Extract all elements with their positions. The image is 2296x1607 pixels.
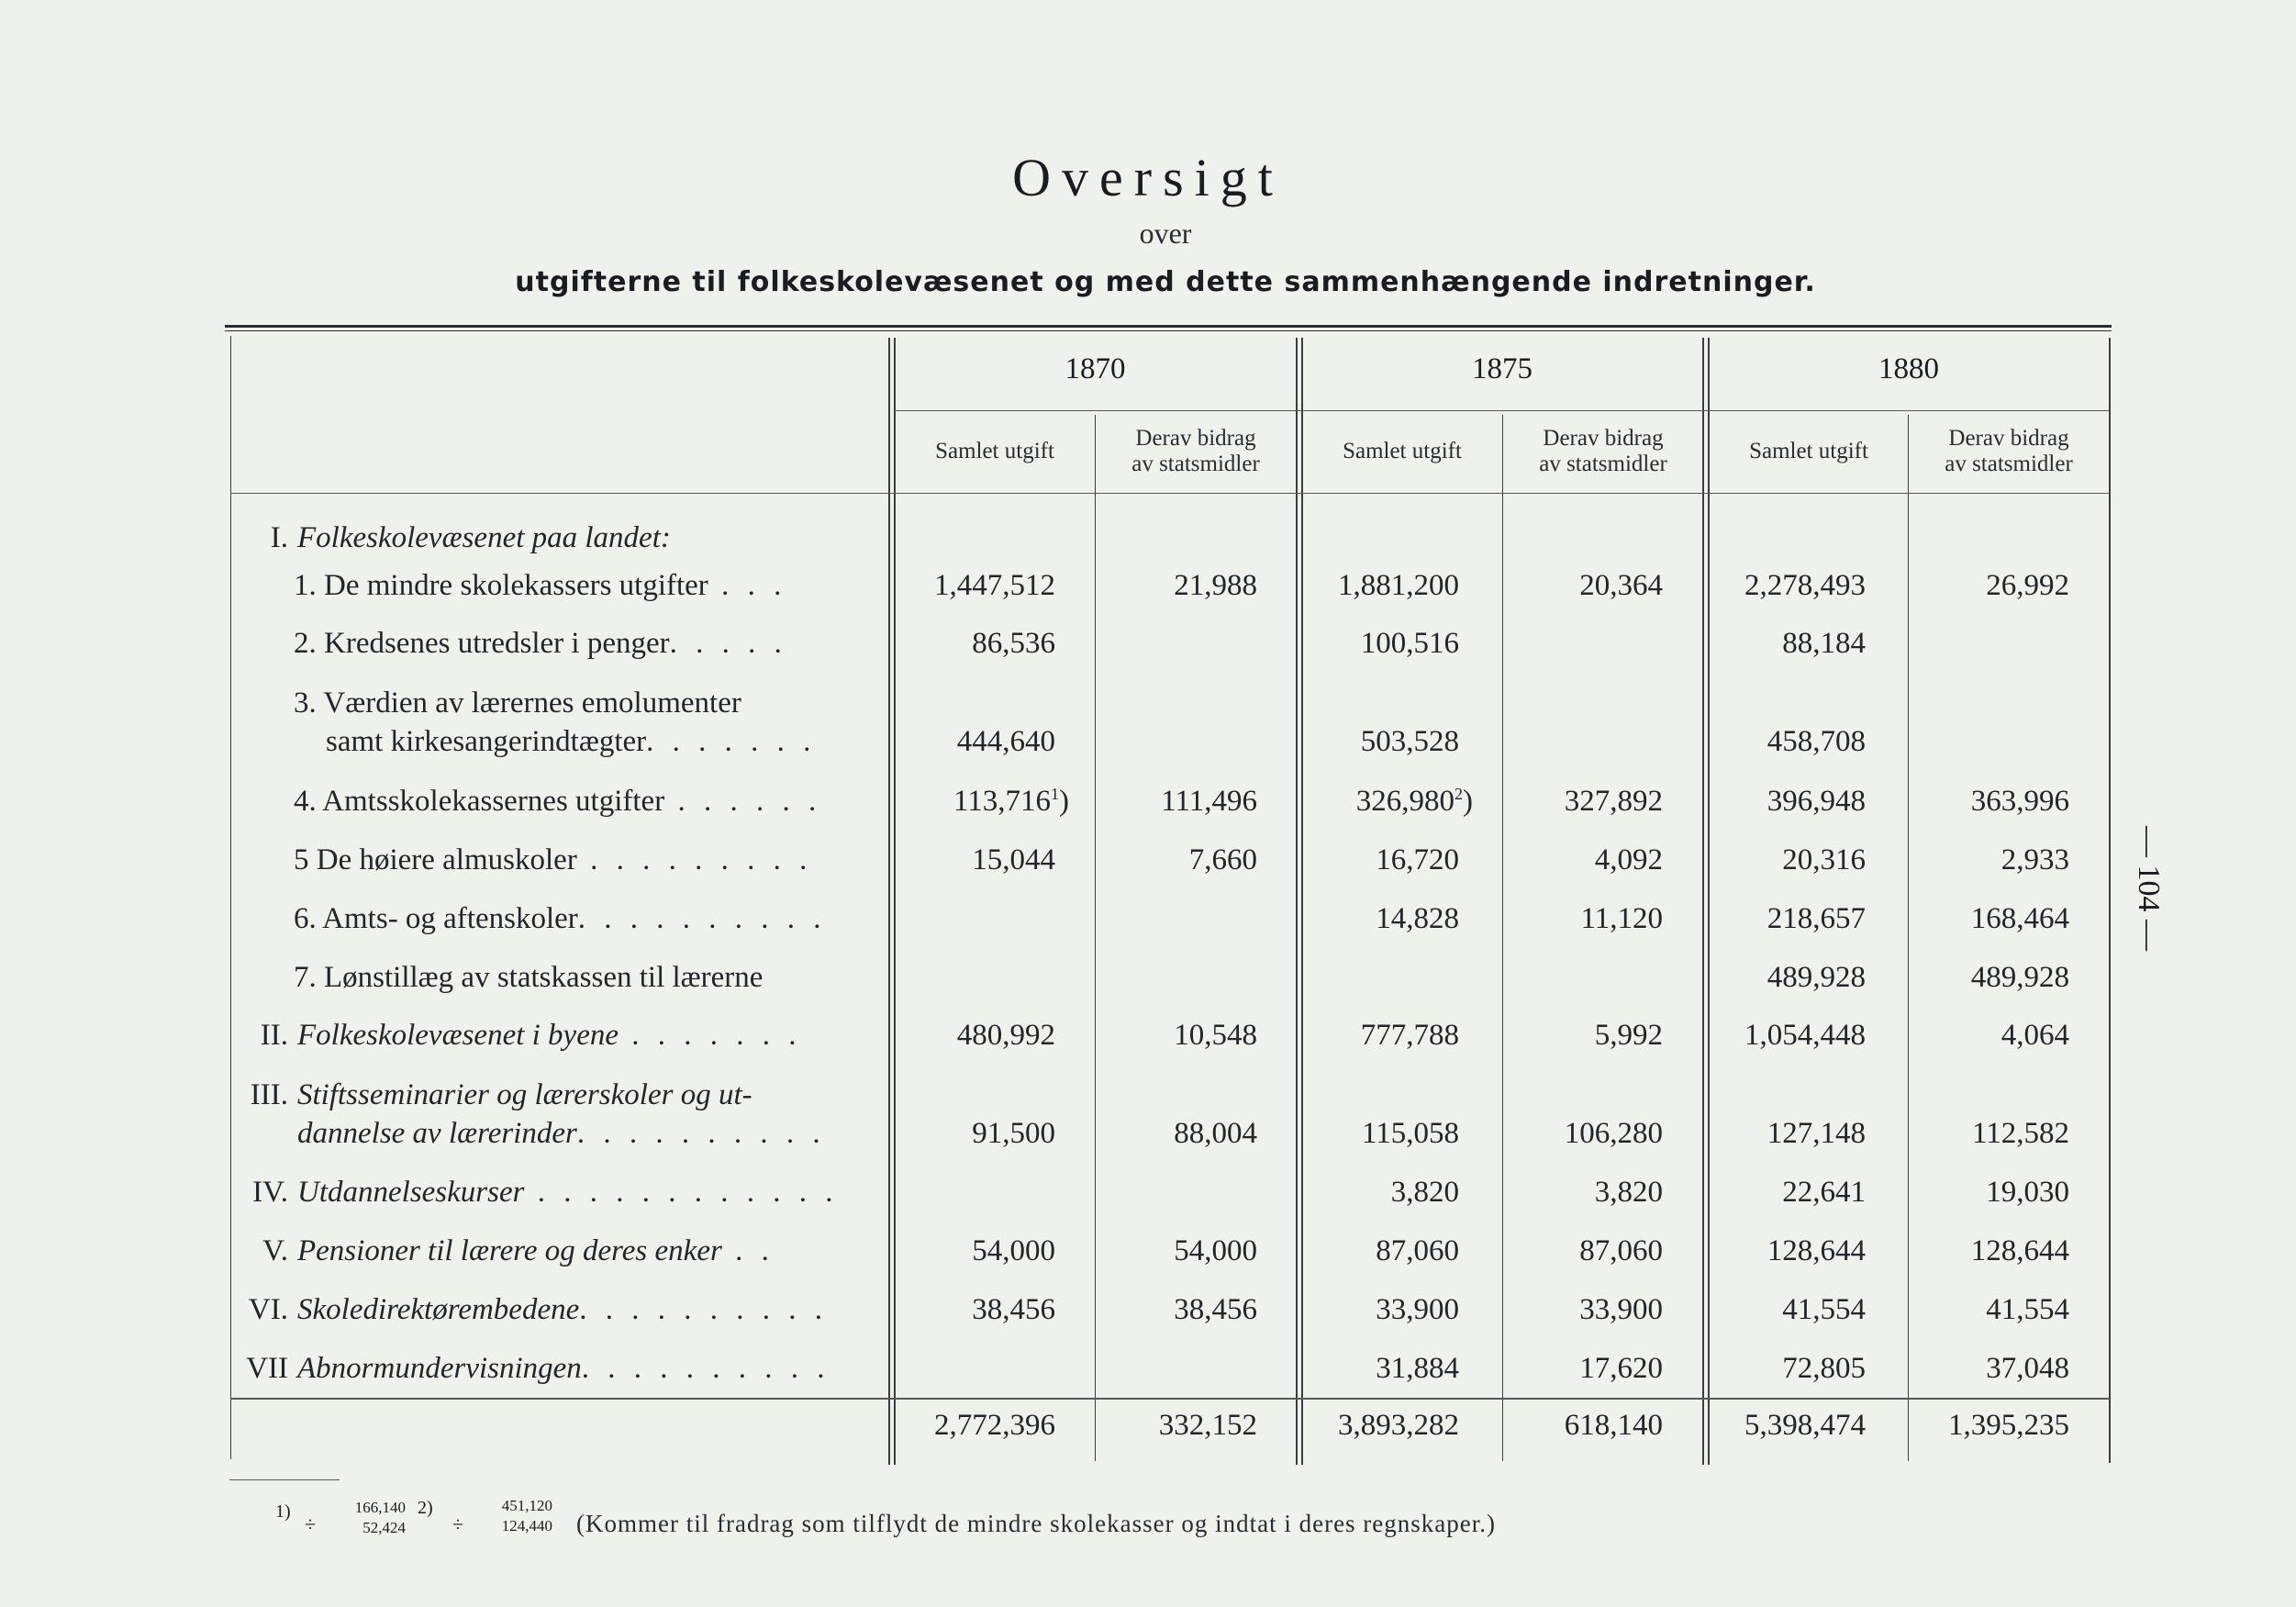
cell-i2-1870-samlet: 86,536	[972, 627, 1055, 660]
section-III-label-line1: III. Stiftsseminarier og lærerskoler og ut-	[250, 1078, 752, 1111]
cell-i3-1880-samlet: 458,708	[1767, 725, 1866, 758]
colhead-1870-samlet: Samlet utgift	[935, 439, 1054, 463]
cell-VII-1875-samlet: 31,884	[1376, 1352, 1459, 1385]
cell-III-1875-samlet: 115,058	[1361, 1117, 1459, 1150]
cell-VI-1880-samlet: 41,554	[1782, 1293, 1866, 1326]
year-1870: 1870	[1064, 352, 1126, 385]
cell-i1-1870-derav: 21,988	[1174, 569, 1257, 602]
cell-i1-1875-derav: 20,364	[1579, 569, 1663, 602]
section-IV-label: IV. Utdannelseskurser . . . . . . . . . . . .	[252, 1176, 839, 1209]
cell-total-1870-derav: 332,152	[1158, 1409, 1257, 1442]
cell-i5-1880-samlet: 20,316	[1782, 843, 1866, 876]
cell-i2-1880-samlet: 88,184	[1782, 627, 1866, 660]
cell-i5-1870-derav: 7,660	[1188, 843, 1257, 876]
cell-VI-1875-derav: 33,900	[1579, 1293, 1663, 1326]
cell-i5-1880-derav: 2,933	[2001, 843, 2069, 876]
cell-total-1875-samlet: 3,893,282	[1338, 1409, 1459, 1442]
cell-VI-1880-derav: 41,554	[1986, 1293, 2069, 1326]
cell-i5-1875-samlet: 16,720	[1376, 843, 1459, 876]
cell-V-1875-derav: 87,060	[1579, 1234, 1663, 1267]
cell-IV-1880-derav: 19,030	[1986, 1176, 2069, 1209]
cell-i2-1875-samlet: 100,516	[1360, 627, 1459, 660]
cell-VII-1880-samlet: 72,805	[1782, 1352, 1866, 1385]
cell-i4-1880-derav: 363,996	[1970, 785, 2069, 818]
cell-i1-1880-samlet: 2,278,493	[1744, 569, 1866, 602]
title-over: over	[1139, 217, 1192, 250]
footnote-1-marker: 1)	[275, 1501, 291, 1522]
cell-III-1880-samlet: 127,148	[1767, 1117, 1866, 1150]
cell-IV-1880-samlet: 22,641	[1782, 1176, 1866, 1209]
cell-i3-1875-samlet: 503,528	[1360, 725, 1459, 758]
item-1-label: 1. De mindre skolekassers utgifter . . .	[294, 569, 787, 602]
table-left-border	[230, 336, 231, 1459]
footnote-ref: 2	[1455, 785, 1463, 803]
footnote-1-fraction: 166,140 52,424	[354, 1499, 406, 1536]
item-2-label: 2. Kredsenes utredsler i penger. . . . .	[294, 627, 787, 660]
cell-total-1880-samlet: 5,398,474	[1744, 1409, 1866, 1442]
cell-II-1875-derav: 5,992	[1594, 1019, 1663, 1052]
cell-VI-1870-samlet: 38,456	[972, 1293, 1055, 1326]
cell-i5-1875-derav: 4,092	[1594, 843, 1663, 876]
section-III-label-line2: dannelse av lærerinder. . . . . . . . . .	[297, 1117, 826, 1150]
cell-i6-1875-derav: 11,120	[1580, 902, 1663, 935]
cell-VII-1880-derav: 37,048	[1986, 1352, 2069, 1385]
cell-V-1880-samlet: 128,644	[1767, 1234, 1866, 1267]
cell-IV-1875-derav: 3,820	[1594, 1176, 1663, 1209]
cell-i1-1870-samlet: 1,447,512	[934, 569, 1055, 602]
cell-total-1870-samlet: 2,772,396	[934, 1409, 1055, 1442]
section-VII-label: VII Abnormundervisningen. . . . . . . . . .	[246, 1352, 830, 1385]
cell-V-1875-samlet: 87,060	[1376, 1234, 1459, 1267]
cell-V-1870-derav: 54,000	[1174, 1234, 1257, 1267]
item-3-label-line2: samt kirkesangerindtægter. . . . . . .	[326, 725, 817, 758]
item-5-label: 5 De høiere almuskoler . . . . . . . . .	[294, 843, 813, 876]
footnote-2-minus: ÷	[452, 1512, 464, 1535]
section-II-label: II. Folkeskolevæsenet i byene . . . . . . .	[260, 1019, 802, 1052]
page-number: — 104 —	[2132, 826, 2166, 951]
cell-i1-1880-derav: 26,992	[1986, 569, 2069, 602]
cell-VII-1875-derav: 17,620	[1579, 1352, 1663, 1385]
colhead-1880-derav: Derav bidrag av statsmidler	[1945, 426, 2073, 476]
cell-i1-1875-samlet: 1,881,200	[1338, 569, 1459, 602]
section-VI-label: VI. Skoledirektørembedene. . . . . . . . . .	[248, 1293, 828, 1326]
cell-III-1880-derav: 112,582	[1971, 1117, 2069, 1150]
cell-i7-1880-derav: 489,928	[1970, 961, 2069, 994]
top-rule-thin	[225, 330, 2112, 331]
cell-total-1880-derav: 1,395,235	[1948, 1409, 2069, 1442]
cell-total-1875-derav: 618,140	[1564, 1409, 1663, 1442]
item-6-label: 6. Amts- og aftenskoler. . . . . . . . . .	[294, 902, 827, 935]
cell-II-1880-derav: 4,064	[2001, 1019, 2069, 1052]
cell-VI-1875-samlet: 33,900	[1376, 1293, 1459, 1326]
year-1875: 1875	[1472, 352, 1533, 385]
total-top-rule	[230, 1398, 2110, 1400]
footnote-1-minus: ÷	[305, 1512, 317, 1535]
cell-II-1870-samlet: 480,992	[956, 1019, 1055, 1052]
cell-V-1880-derav: 128,644	[1970, 1234, 2069, 1267]
item-7-label: 7. Lønstillæg av statskassen til lærerne	[294, 961, 763, 994]
colhead-1875-derav: Derav bidrag av statsmidler	[1539, 426, 1667, 476]
footnote-rule	[229, 1479, 340, 1480]
table-right-border	[2109, 338, 2111, 1463]
cell-V-1870-samlet: 54,000	[972, 1234, 1055, 1267]
colhead-1870-derav: Derav bidrag av statsmidler	[1131, 426, 1260, 476]
cell-III-1870-derav: 88,004	[1174, 1117, 1257, 1150]
cell-i4-1870-derav: 111,496	[1161, 785, 1257, 818]
colhead-1880-samlet: Samlet utgift	[1749, 439, 1868, 463]
page-subtitle: utgifterne til folkeskolevæsenet og med dette sammenhængende indretninger.	[515, 266, 1816, 298]
footnote-ref: 1	[1051, 785, 1059, 803]
footnote-2-marker: 2)	[418, 1498, 433, 1518]
cell-i4-1875-derav: 327,892	[1564, 785, 1663, 818]
cell-i5-1870-samlet: 15,044	[972, 843, 1055, 876]
colhead-1875-samlet: Samlet utgift	[1343, 439, 1462, 463]
header-bottom-rule	[230, 493, 2110, 494]
cell-II-1870-derav: 10,548	[1174, 1019, 1257, 1052]
cell-i6-1880-samlet: 218,657	[1767, 902, 1866, 935]
page-title: Oversigt	[1012, 148, 1284, 207]
footnote-text: (Kommer til fradrag som tilflydt de mindre skolekasser og indtat i deres regnskaper.)	[576, 1510, 1496, 1537]
cell-IV-1875-samlet: 3,820	[1390, 1176, 1459, 1209]
top-rule	[225, 325, 2112, 328]
cell-i7-1880-samlet: 489,928	[1767, 961, 1866, 994]
cell-i6-1880-derav: 168,464	[1970, 902, 2069, 935]
year-underline	[895, 410, 2109, 411]
year-1880: 1880	[1878, 352, 1939, 385]
cell-i4-1870-samlet: 113,716$^1$)	[953, 785, 1069, 818]
footnote-2-fraction: 451,120 124,440	[501, 1497, 552, 1534]
cell-II-1875-samlet: 777,788	[1360, 1019, 1459, 1052]
section-I-label: I. Folkeskolevæsenet paa landet:	[270, 521, 671, 554]
item-3-label-line1: 3. Værdien av lærernes emolumenter	[294, 686, 741, 720]
cell-VI-1870-derav: 38,456	[1174, 1293, 1257, 1326]
cell-i4-1880-samlet: 396,948	[1767, 785, 1866, 818]
cell-III-1875-derav: 106,280	[1564, 1117, 1663, 1150]
cell-i3-1870-samlet: 444,640	[956, 725, 1055, 758]
cell-i6-1875-samlet: 14,828	[1376, 902, 1459, 935]
cell-i4-1875-samlet: 326,980$^2$)	[1355, 785, 1473, 818]
cell-II-1880-samlet: 1,054,448	[1744, 1019, 1866, 1052]
item-4-label: 4. Amtsskolekassernes utgifter . . . . . .	[294, 785, 822, 818]
section-V-label: V. Pensioner til lærere og deres enker . .	[262, 1234, 775, 1267]
cell-III-1870-samlet: 91,500	[972, 1117, 1055, 1150]
